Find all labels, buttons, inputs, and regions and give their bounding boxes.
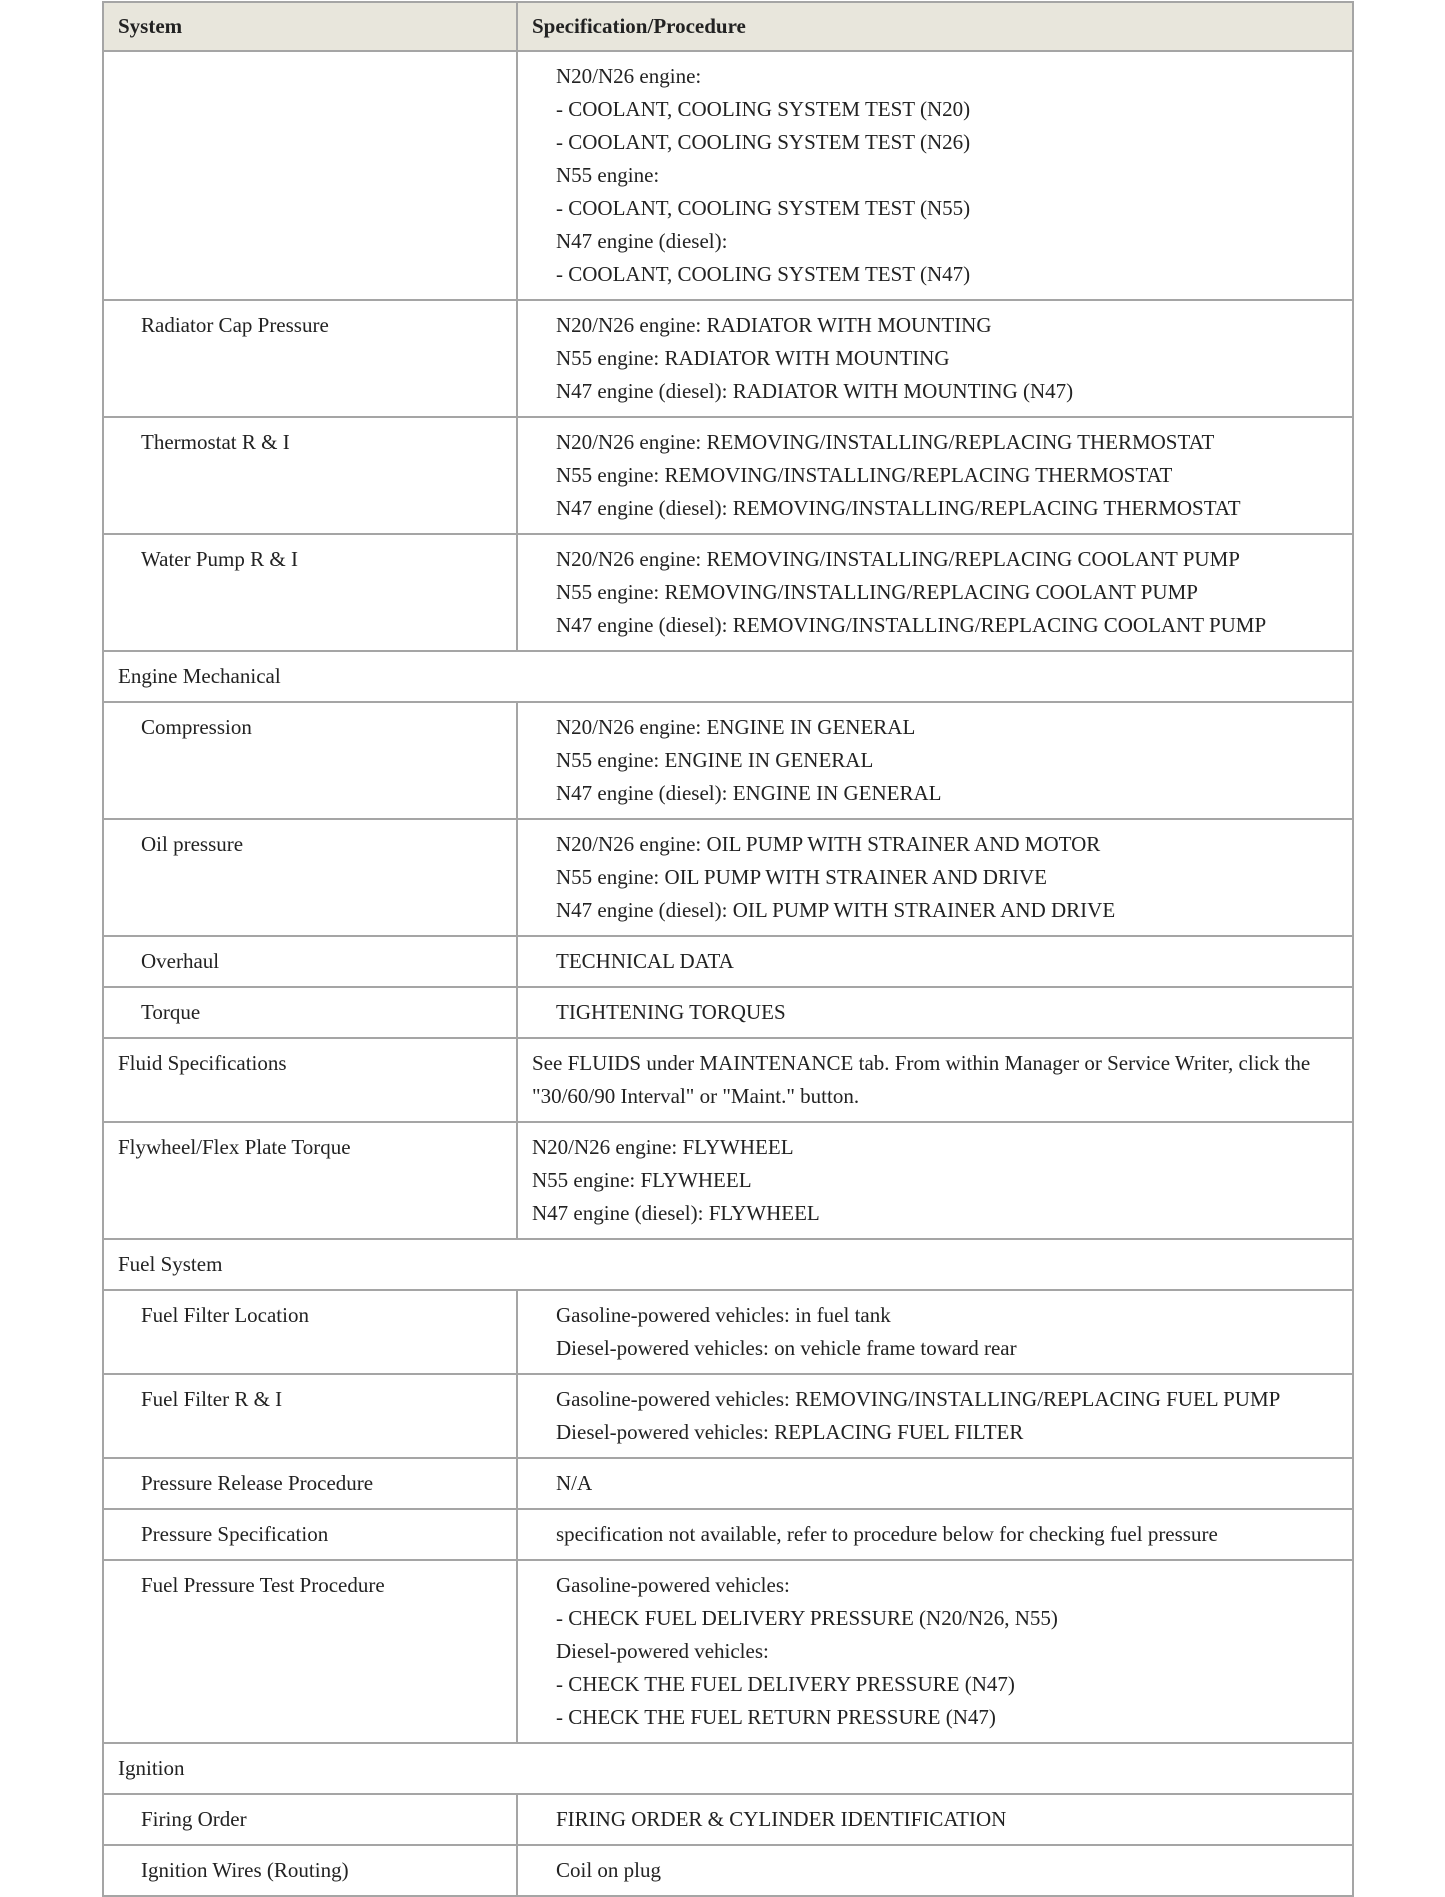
spec-column-header: Specification/Procedure <box>517 2 1353 51</box>
section-title: Ignition <box>103 1743 1353 1794</box>
system-cell: Torque <box>103 987 517 1038</box>
spec-line: N20/N26 engine: <box>556 64 702 88</box>
spec-line: FIRING ORDER & CYLINDER IDENTIFICATION <box>556 1807 1007 1831</box>
table-row <box>103 987 1353 1038</box>
spec-line: N47 engine (diesel): RADIATOR WITH MOUNTING (N47) <box>556 379 1074 403</box>
spec-cell <box>517 51 1353 300</box>
table-row <box>103 1458 1353 1509</box>
spec-line: N55 engine: RADIATOR WITH MOUNTING <box>556 346 950 370</box>
spec-line: TECHNICAL DATA <box>556 949 734 973</box>
spec-line: N47 engine (diesel): REMOVING/INSTALLING/REPLACING COOLANT PUMP <box>556 613 1267 637</box>
spec-cell <box>517 1458 1353 1509</box>
table-row <box>103 1560 1353 1743</box>
system-cell: Ignition Wires (Routing) <box>103 1845 517 1896</box>
system-cell: Firing Order <box>103 1794 517 1845</box>
spec-line: N47 engine (diesel): FLYWHEEL <box>532 1201 820 1225</box>
spec-cell <box>517 1290 1353 1374</box>
spec-cell <box>517 300 1353 417</box>
spec-cell <box>517 1122 1353 1239</box>
table-body <box>103 51 1353 1896</box>
spec-line: N47 engine (diesel): <box>556 229 728 253</box>
system-cell <box>103 51 517 300</box>
spec-line: N20/N26 engine: ENGINE IN GENERAL <box>556 715 916 739</box>
spec-line: N55 engine: REMOVING/INSTALLING/REPLACING COOLANT PUMP <box>556 580 1198 604</box>
spec-line: N20/N26 engine: FLYWHEEL <box>532 1135 794 1159</box>
table-header <box>103 2 1353 51</box>
table-row <box>103 51 1353 300</box>
spec-line: - COOLANT, COOLING SYSTEM TEST (N47) <box>556 262 971 286</box>
spec-cell <box>517 819 1353 936</box>
table-row <box>103 1509 1353 1560</box>
table-row <box>103 1122 1353 1239</box>
spec-line: Gasoline-powered vehicles: <box>556 1573 790 1597</box>
table-row <box>103 534 1353 651</box>
spec-line: N20/N26 engine: REMOVING/INSTALLING/REPLACING COOLANT PUMP <box>556 547 1240 571</box>
spec-line: - CHECK THE FUEL DELIVERY PRESSURE (N47) <box>556 1672 1015 1696</box>
spec-line: N55 engine: OIL PUMP WITH STRAINER AND DRIVE <box>556 865 1047 889</box>
table-row <box>103 702 1353 819</box>
table-row <box>103 819 1353 936</box>
spec-table <box>102 1 1354 1897</box>
section-row <box>103 651 1353 702</box>
section-row <box>103 1239 1353 1290</box>
spec-line: N55 engine: <box>556 163 660 187</box>
system-cell: Oil pressure <box>103 819 517 936</box>
system-cell: Pressure Specification <box>103 1509 517 1560</box>
system-column-header: System <box>103 2 517 51</box>
spec-line: N55 engine: REMOVING/INSTALLING/REPLACING THERMOSTAT <box>556 463 1173 487</box>
spec-cell <box>517 1038 1353 1122</box>
table-row <box>103 1038 1353 1122</box>
system-cell: Fuel Filter R & I <box>103 1374 517 1458</box>
table-row <box>103 300 1353 417</box>
spec-line: N55 engine: FLYWHEEL <box>532 1168 752 1192</box>
spec-cell <box>517 1845 1353 1896</box>
spec-line: - CHECK FUEL DELIVERY PRESSURE (N20/N26, N55) <box>556 1606 1058 1630</box>
system-cell: Overhaul <box>103 936 517 987</box>
spec-line: - COOLANT, COOLING SYSTEM TEST (N20) <box>556 97 971 121</box>
spec-line: N20/N26 engine: OIL PUMP WITH STRAINER AND MOTOR <box>556 832 1101 856</box>
spec-cell <box>517 936 1353 987</box>
system-cell: Thermostat R & I <box>103 417 517 534</box>
system-cell: Pressure Release Procedure <box>103 1458 517 1509</box>
spec-line: TIGHTENING TORQUES <box>556 1000 786 1024</box>
system-cell: Radiator Cap Pressure <box>103 300 517 417</box>
system-cell: Water Pump R & I <box>103 534 517 651</box>
table-row <box>103 1794 1353 1845</box>
header-row <box>103 2 1353 51</box>
spec-cell <box>517 1374 1353 1458</box>
spec-line: N20/N26 engine: REMOVING/INSTALLING/REPLACING THERMOSTAT <box>556 430 1215 454</box>
spec-line: Diesel-powered vehicles: REPLACING FUEL FILTER <box>556 1420 1024 1444</box>
table-row <box>103 1845 1353 1896</box>
spec-line: specification not available, refer to procedure below for checking fuel pressure <box>556 1522 1218 1546</box>
section-row <box>103 1743 1353 1794</box>
spec-line: N/A <box>556 1471 593 1495</box>
table-row <box>103 417 1353 534</box>
spec-line: N55 engine: ENGINE IN GENERAL <box>556 748 874 772</box>
system-cell: Fuel Filter Location <box>103 1290 517 1374</box>
spec-line: Diesel-powered vehicles: on vehicle frame toward rear <box>556 1336 1017 1360</box>
section-title: Engine Mechanical <box>103 651 1353 702</box>
table-row <box>103 1374 1353 1458</box>
spec-cell <box>517 534 1353 651</box>
spec-line: - CHECK THE FUEL RETURN PRESSURE (N47) <box>556 1705 996 1729</box>
spec-line: N20/N26 engine: RADIATOR WITH MOUNTING <box>556 313 992 337</box>
spec-cell <box>517 417 1353 534</box>
spec-line: Diesel-powered vehicles: <box>556 1639 769 1663</box>
spec-cell <box>517 987 1353 1038</box>
system-cell: Fluid Specifications <box>103 1038 517 1122</box>
spec-line: - COOLANT, COOLING SYSTEM TEST (N26) <box>556 130 971 154</box>
spec-line: N47 engine (diesel): REMOVING/INSTALLING/REPLACING THERMOSTAT <box>556 496 1241 520</box>
table-row <box>103 936 1353 987</box>
spec-line: - COOLANT, COOLING SYSTEM TEST (N55) <box>556 196 971 220</box>
system-cell: Compression <box>103 702 517 819</box>
spec-cell <box>517 702 1353 819</box>
spec-line: Gasoline-powered vehicles: REMOVING/INSTALLING/REPLACING FUEL PUMP <box>556 1387 1281 1411</box>
section-title: Fuel System <box>103 1239 1353 1290</box>
spec-line: N47 engine (diesel): OIL PUMP WITH STRAINER AND DRIVE <box>556 898 1116 922</box>
spec-cell <box>517 1560 1353 1743</box>
system-cell: Flywheel/Flex Plate Torque <box>103 1122 517 1239</box>
system-cell: Fuel Pressure Test Procedure <box>103 1560 517 1743</box>
table-row <box>103 1290 1353 1374</box>
spec-line: N47 engine (diesel): ENGINE IN GENERAL <box>556 781 942 805</box>
spec-line: Coil on plug <box>556 1858 662 1882</box>
spec-line: See FLUIDS under MAINTENANCE tab. From within Manager or Service Writer, click the "30/60/90 Interval" or "Maint." button. <box>532 1051 1311 1108</box>
spec-cell <box>517 1794 1353 1845</box>
spec-cell <box>517 1509 1353 1560</box>
spec-line: Gasoline-powered vehicles: in fuel tank <box>556 1303 891 1327</box>
